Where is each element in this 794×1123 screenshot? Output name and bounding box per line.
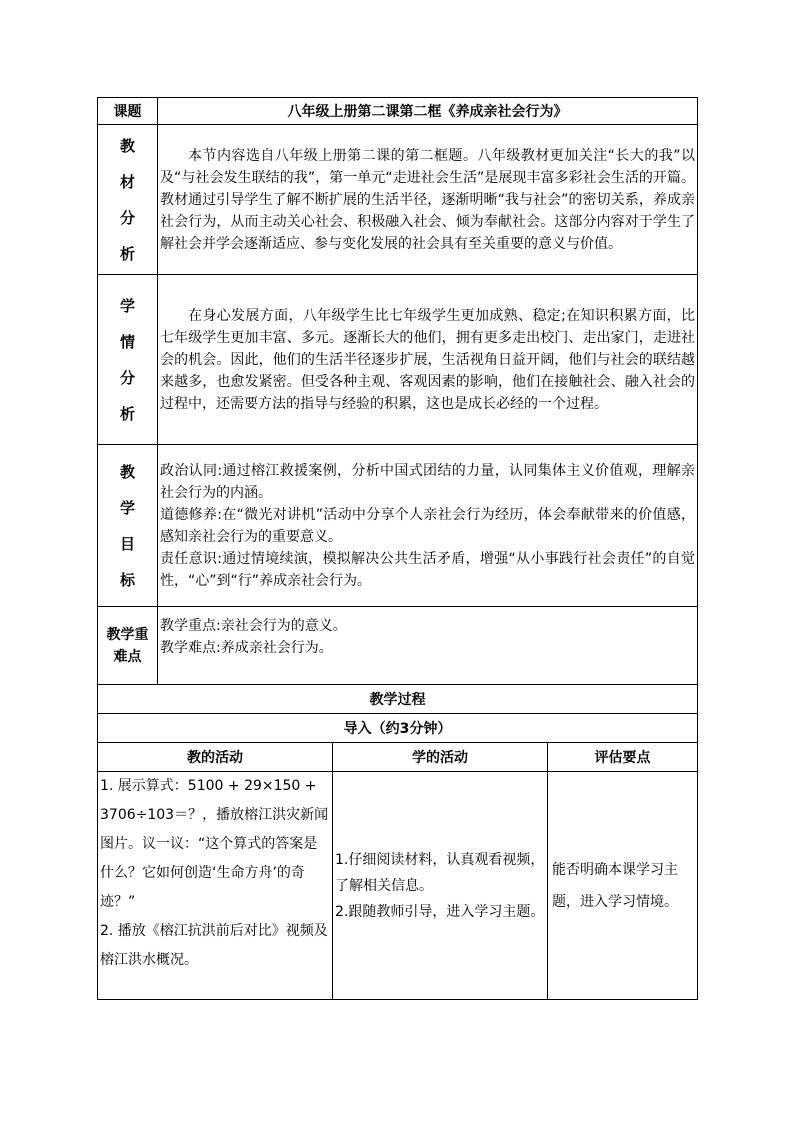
teacher-activity-2: 2. 播放《榕江抗洪前后对比》视频及榕江洪水概况。	[100, 923, 328, 968]
label-char: 析	[119, 404, 135, 423]
textbook-analysis-row	[98, 125, 698, 275]
intro-title-row	[98, 714, 698, 743]
student-analysis-content	[158, 275, 698, 445]
label-char: 学	[119, 296, 135, 315]
key-points-row	[98, 607, 698, 685]
topic-label: 课题	[98, 98, 158, 125]
lesson-plan-table	[97, 97, 698, 1000]
student-analysis-label	[98, 275, 158, 445]
teacher-activity-1: 1. 展示算式：5100 + 29×150 + 3706÷103＝？，播放榕江洪灾新闻图片。议一议：“这个算式的答案是什么？它如何创造‘生命方舟’的奇迹？”	[100, 778, 329, 910]
textbook-analysis-content	[158, 125, 698, 275]
label-char: 析	[119, 244, 135, 263]
goals-content	[158, 445, 698, 607]
activity-row	[98, 772, 698, 1000]
process-title-row	[98, 685, 698, 714]
evaluation-text: 能否明确本课学习主题，进入学习情境。	[552, 861, 678, 910]
key-points-label-line1: 教学重	[106, 626, 149, 643]
student-analysis-text: 在身心发展方面，八年级学生比七年级学生更加成熟、稳定;在知识积累方面，比七年级学生更加丰富、多元。逐渐长大的他们，拥有更多走出校门、走出家门，走进社会的机会。因此，他们的生活半径逐步扩展，生活视角日益开阔，他们与社会的联结越来越多，也愈发紧密。但受各种主观、客观因素的影响，他们在接触社会、融入社会的过程中，还需要方法的指导与经验的积累，这也是成长必经的一个过程。	[160, 307, 696, 412]
label-char: 分	[119, 208, 135, 227]
student-activity-cell	[333, 772, 548, 1000]
student-activity-2: 2.跟随教师引导，进入学习主题。	[335, 903, 545, 920]
lesson-plan-page	[97, 97, 697, 1000]
evaluation-cell	[548, 772, 698, 1000]
student-analysis-row	[98, 275, 698, 445]
label-char: 目	[119, 534, 135, 553]
label-char: 标	[119, 570, 135, 589]
student-activity-1: 1.仔细阅读材料，认真观看视频，了解相关信息。	[335, 851, 545, 894]
student-activity-header: 学的活动	[333, 743, 548, 772]
label-char: 情	[119, 332, 135, 351]
goals-row	[98, 445, 698, 607]
goals-label	[98, 445, 158, 607]
goal-item-responsibility: 责任意识:通过情境续演，模拟解决公共生活矛盾，增强“从小事践行社会责任”的自觉性，“心”到“行”养成亲社会行为。	[160, 550, 696, 589]
key-points-content	[158, 607, 698, 685]
label-char: 分	[119, 368, 135, 387]
label-char: 教	[119, 136, 135, 155]
key-point-difficulty: 教学难点:养成亲社会行为。	[160, 640, 333, 656]
label-char: 教	[119, 462, 135, 481]
key-points-label-line2: 难点	[113, 648, 142, 665]
textbook-analysis-label	[98, 125, 158, 275]
key-points-label	[98, 607, 158, 685]
intro-title: 导入（约3分钟）	[98, 714, 698, 743]
goal-item-moral: 道德修养:在“微光对讲机”活动中分享个人亲社会行为经历，体会奉献带来的价值感，感知亲社会行为的重要意义。	[160, 506, 696, 545]
teacher-activity-header: 教的活动	[98, 743, 333, 772]
textbook-analysis-text: 本节内容选自八年级上册第二课的第二框题。八年级教材更加关注“长大的我”以及“与社会发生联结的我”，第一单元“走进社会生活”是展现丰富多彩社会生活的开篇。教材通过引导学生了解不断扩展的生活半径，逐渐明晰“我与社会”的密切关系，养成亲社会行为，从而主动关心社会、积极融入社会、倾为奉献社会。这部分内容对于学生了解社会并学会逐渐适应、参与变化发展的社会具有至关重要的意义与价值。	[160, 147, 696, 252]
teacher-activity-cell	[98, 772, 333, 1000]
topic-title: 八年级上册第二课第二框《养成亲社会行为》	[158, 98, 698, 125]
evaluation-header: 评估要点	[548, 743, 698, 772]
activity-header-row	[98, 743, 698, 772]
goal-item-political: 政治认同:通过榕江救援案例，分析中国式团结的力量，认同集体主义价值观，理解亲社会行为的内涵。	[160, 462, 696, 501]
process-title: 教学过程	[98, 685, 698, 714]
topic-row	[98, 98, 698, 125]
key-point-focus: 教学重点:亲社会行为的意义。	[160, 618, 347, 634]
label-char: 学	[119, 498, 135, 517]
label-char: 材	[119, 172, 135, 191]
